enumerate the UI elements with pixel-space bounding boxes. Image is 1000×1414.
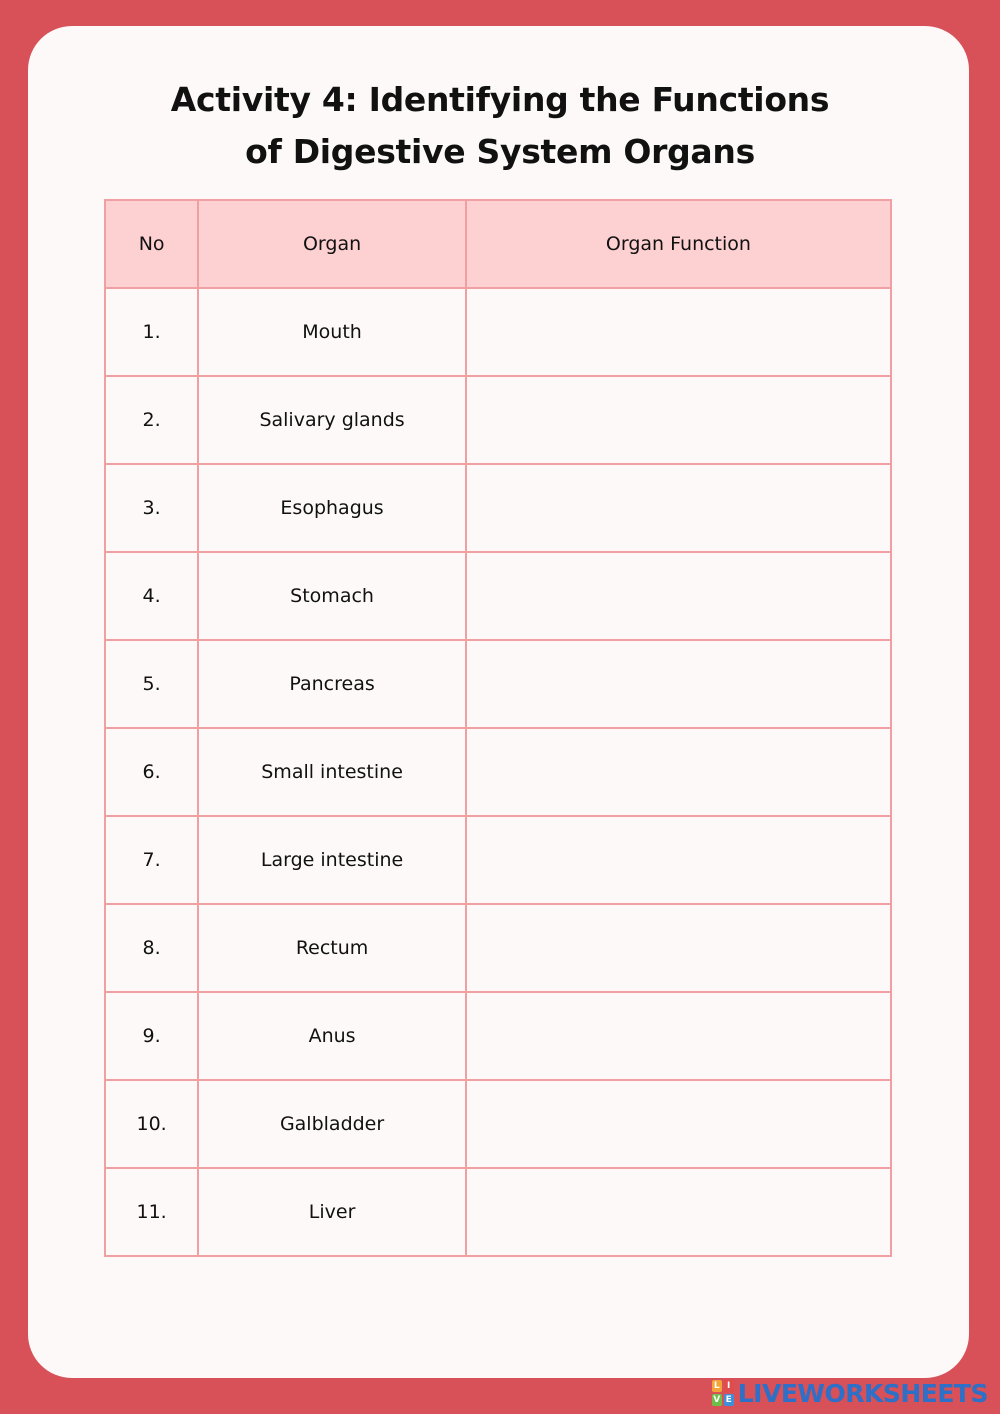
table-row bbox=[105, 816, 891, 904]
organ-name: Galbladder bbox=[198, 1080, 466, 1168]
organ-name: Salivary glands bbox=[198, 376, 466, 464]
row-number: 7. bbox=[105, 816, 198, 904]
logo-letter-i: I bbox=[724, 1380, 734, 1392]
title-line-2: of Digestive System Organs bbox=[245, 132, 755, 171]
organ-name: Pancreas bbox=[198, 640, 466, 728]
row-number: 9. bbox=[105, 992, 198, 1080]
liveworksheets-logo-icon bbox=[712, 1380, 734, 1406]
organ-function-answer[interactable] bbox=[466, 904, 891, 992]
organ-name: Small intestine bbox=[198, 728, 466, 816]
organ-name: Esophagus bbox=[198, 464, 466, 552]
row-number: 3. bbox=[105, 464, 198, 552]
table-row bbox=[105, 1080, 891, 1168]
table-row bbox=[105, 464, 891, 552]
organ-name: Mouth bbox=[198, 288, 466, 376]
logo-letter-l: L bbox=[712, 1380, 722, 1392]
table-row bbox=[105, 904, 891, 992]
row-number: 6. bbox=[105, 728, 198, 816]
organ-name: Anus bbox=[198, 992, 466, 1080]
organ-function-answer[interactable] bbox=[466, 376, 891, 464]
organ-name: Liver bbox=[198, 1168, 466, 1256]
table-row bbox=[105, 552, 891, 640]
table-header-row bbox=[105, 200, 891, 288]
table-row bbox=[105, 288, 891, 376]
organ-function-answer[interactable] bbox=[466, 640, 891, 728]
table-row bbox=[105, 376, 891, 464]
table-row bbox=[105, 640, 891, 728]
page-title bbox=[0, 74, 1000, 178]
organ-function-answer[interactable] bbox=[466, 464, 891, 552]
table-row bbox=[105, 992, 891, 1080]
row-number: 5. bbox=[105, 640, 198, 728]
organ-function-answer[interactable] bbox=[466, 288, 891, 376]
row-number: 8. bbox=[105, 904, 198, 992]
row-number: 2. bbox=[105, 376, 198, 464]
brand-name: LIVEWORKSHEETS bbox=[737, 1378, 988, 1408]
row-number: 4. bbox=[105, 552, 198, 640]
logo-letter-e: E bbox=[725, 1395, 732, 1405]
organ-function-answer[interactable] bbox=[466, 728, 891, 816]
organ-function-answer[interactable] bbox=[466, 816, 891, 904]
organ-name: Large intestine bbox=[198, 816, 466, 904]
organ-function-answer[interactable] bbox=[466, 992, 891, 1080]
table-row bbox=[105, 1168, 891, 1256]
table-row bbox=[105, 728, 891, 816]
organ-functions-table bbox=[104, 199, 892, 1257]
logo-letter-v: V bbox=[713, 1395, 721, 1405]
row-number: 10. bbox=[105, 1080, 198, 1168]
organ-function-answer[interactable] bbox=[466, 1080, 891, 1168]
header-no: No bbox=[105, 200, 198, 288]
organ-function-answer[interactable] bbox=[466, 552, 891, 640]
liveworksheets-watermark bbox=[712, 1376, 988, 1410]
organ-name: Stomach bbox=[198, 552, 466, 640]
row-number: 11. bbox=[105, 1168, 198, 1256]
organ-function-answer[interactable] bbox=[466, 1168, 891, 1256]
title-line-1: Activity 4: Identifying the Functions bbox=[170, 80, 830, 119]
row-number: 1. bbox=[105, 288, 198, 376]
header-organ: Organ bbox=[198, 200, 466, 288]
header-organ-function: Organ Function bbox=[466, 200, 891, 288]
organ-name: Rectum bbox=[198, 904, 466, 992]
